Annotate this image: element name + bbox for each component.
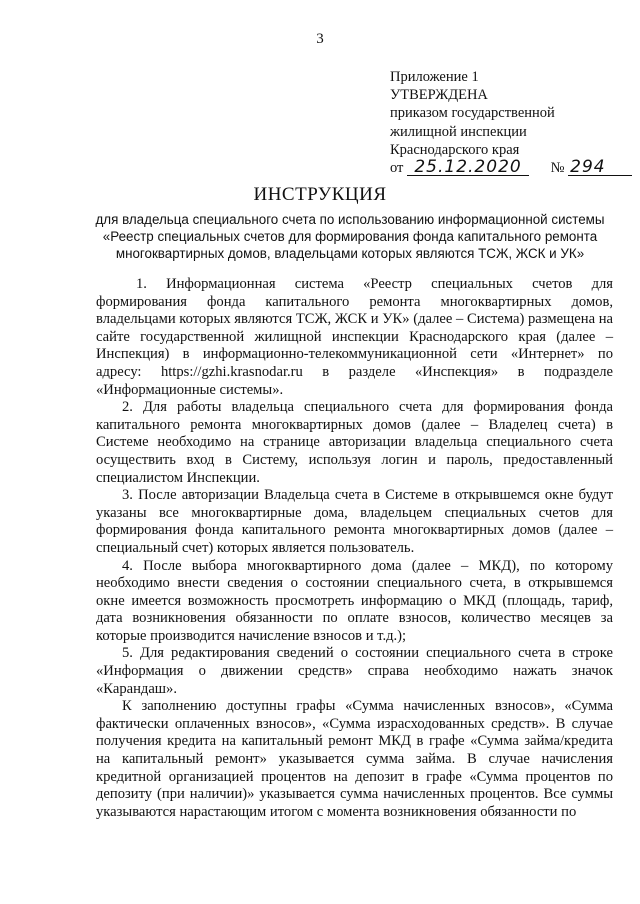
paragraph-4: 4. После выбора многоквартирного дома (далее – МКД), по которому необходимо внести сведения о состоянии специального счета, в открывшемся окне имеется возможность просмотреть информацию о МКД (площадь, тариф, дата возникновения обязанности по оплате взносов, количество месяцев за которые производится начисление взносов и т.д.); (96, 557, 613, 644)
handwritten-number: 294 (568, 159, 632, 176)
paragraph-6: К заполнению доступны графы «Сумма начисленных взносов», «Сумма фактически оплаченных взносов», «Сумма израсходованных средств». В случае получения кредита на капитальный ремонт МКД в графе «Сумма займа/кредита на капитальный ремонт» указывается сумма займа. В случае начисления кредитной организацией процентов на депозит в графе «Сумма процентов по депозиту (при наличии)» указывается сумма начисленных процентов. Все суммы указываются нарастающим итогом с момента возникновения обязанности по (96, 698, 613, 820)
region-label: Краснодарского края (390, 141, 520, 158)
inspection-label: жилищной инспекции (390, 123, 527, 140)
approval-block (390, 68, 632, 177)
handwritten-date: 25.12.2020 (407, 159, 529, 176)
date-number-line (390, 159, 632, 177)
paragraph-2: 2. Для работы владельца специального счета для формирования фонда капитального ремонта многоквартирных домов (далее – Владелец счета) в Системе необходимо на странице авторизации владельца специального счета осуществить вход в Систему, используя логин и пароль, предоставленный специалистом Инспекции. (96, 399, 613, 486)
document-title: ИНСТРУКЦИЯ (253, 184, 387, 205)
number-prefix: № (550, 160, 565, 177)
page-number: 3 (316, 31, 324, 47)
paragraph-3: 3. После авторизации Владельца счета в Системе в открывшемся окне будут указаны все многоквартирные дома, владельцем специальных счетов для формирования фонда капитального ремонта многоквартирных домов (далее – специальный счет) которых является пользователь. (96, 487, 613, 556)
order-label: приказом государственной (390, 105, 555, 122)
document-body (96, 276, 613, 821)
approved-label: УТВЕРЖДЕНА (390, 87, 488, 104)
paragraph-5: 5. Для редактирования сведений о состоянии специального счета в строке «Информация о движении средств» справа необходимо нажать значок «Карандаш». (96, 645, 613, 697)
paragraph-1: 1. Информационная система «Реестр специальных счетов для формирования фонда капитального ремонта многоквартирных домов, владельцами которых являются ТСЖ, ЖСК и УК» (далее – Система) размещена на сайте государственной жилищной инспекции Краснодарского края (далее – Инспекция) в информационно-телекоммуникационной сети «Интернет» по адресу: https://gzhi.krasnodar.ru в разделе «Инспекция» в подразделе «Информационные системы». (96, 276, 613, 398)
appendix-label: Приложение 1 (390, 69, 479, 85)
document-subtitle: для владельца специального счета по использованию информационной системы «Реестр специальных счетов для формирования фонда капитального ремонта многоквартирных домов, владельцами которых являются ТСЖ, ЖСК и УК» (95, 212, 605, 261)
date-prefix: от (390, 160, 404, 177)
